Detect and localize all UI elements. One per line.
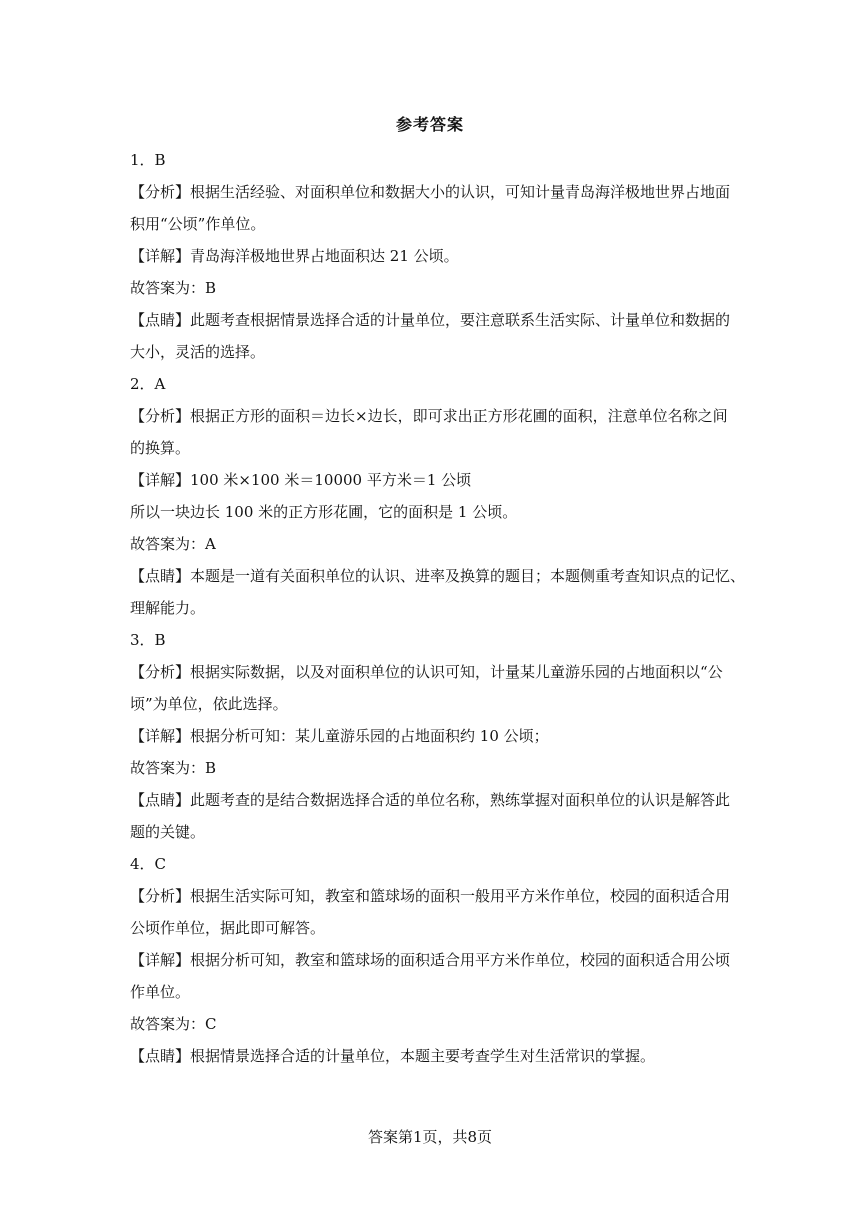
- text-line: 【分析】根据实际数据，以及对面积单位的认识可知，计量某儿童游乐园的占地面积以“公: [130, 663, 723, 681]
- text-line: 故答案为：A: [130, 535, 216, 553]
- text-line: 【详解】根据分析可知，教室和篮球场的面积适合用平方米作单位，校园的面积适合用公顷: [130, 951, 731, 969]
- text-line: 【点睛】此题考查根据情景选择合适的计量单位，要注意联系生活实际、计量单位和数据的: [130, 311, 731, 329]
- text-line: 所以一块边长 100 米的正方形花圃，它的面积是 1 公顷。: [130, 503, 518, 521]
- text-line: 4．C: [130, 855, 167, 873]
- text-line: 【详解】100 米×100 米＝10000 平方米＝1 公顷: [130, 471, 472, 489]
- text-line: 【点睛】根据情景选择合适的计量单位，本题主要考查学生对生活常识的掌握。: [130, 1047, 656, 1065]
- text-line: 【分析】根据生活实际可知，教室和篮球场的面积一般用平方米作单位，校园的面积适合用: [130, 887, 731, 905]
- page-footer: 答案第1页，共8页: [367, 1128, 493, 1146]
- text-line: 【点睛】本题是一道有关面积单位的认识、进率及换算的题目；本题侧重考查知识点的记忆、: [130, 567, 746, 585]
- text-line: 【点睛】此题考查的是结合数据选择合适的单位名称，熟练掌握对面积单位的认识是解答此: [130, 791, 731, 809]
- text-line: 故答案为：C: [130, 1015, 217, 1033]
- text-line: 公顷作单位，据此即可解答。: [130, 919, 326, 937]
- text-line: 大小，灵活的选择。: [130, 343, 266, 361]
- text-line: 故答案为：B: [130, 279, 217, 297]
- text-line: 理解能力。: [130, 599, 206, 617]
- answer-content: [130, 144, 746, 1072]
- text-line: 的换算。: [130, 439, 191, 457]
- text-line: 题的关键。: [130, 823, 206, 841]
- page-title: 参考答案: [395, 115, 464, 134]
- text-line: 故答案为：B: [130, 759, 217, 777]
- text-line: 1．B: [130, 151, 166, 169]
- text-line: 【详解】根据分析可知：某儿童游乐园的占地面积约 10 公顷；: [130, 727, 549, 745]
- text-line: 【详解】青岛海洋极地世界占地面积达 21 公顷。: [130, 247, 459, 265]
- text-line: 【分析】根据正方形的面积＝边长×边长，即可求出正方形花圃的面积，注意单位名称之间: [130, 407, 728, 425]
- text-line: 顷”为单位，依此选择。: [130, 695, 288, 713]
- text-line: 3．B: [130, 631, 166, 649]
- text-line: 作单位。: [130, 983, 191, 1001]
- text-line: 积用“公顷”作单位。: [130, 215, 266, 233]
- text-line: 【分析】根据生活经验、对面积单位和数据大小的认识，可知计量青岛海洋极地世界占地面: [130, 183, 731, 201]
- text-line: 2．A: [130, 375, 166, 393]
